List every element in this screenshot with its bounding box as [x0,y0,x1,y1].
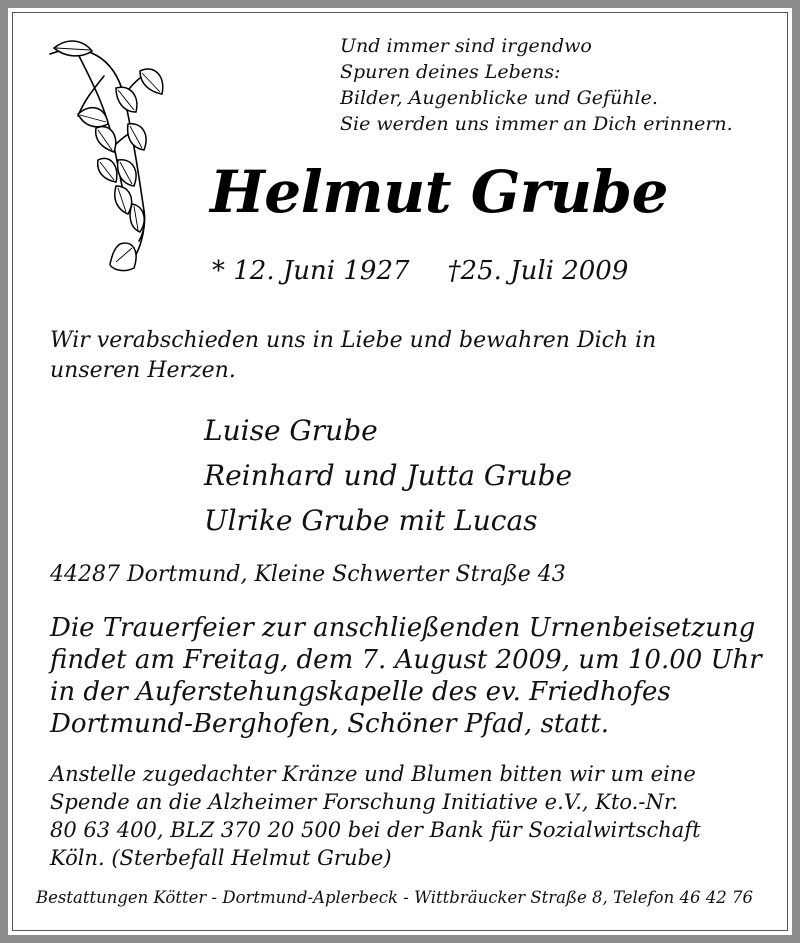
mourners-list [204,408,572,543]
deceased-name: Helmut Grube [210,158,668,226]
poem-line: Spuren deines Lebens: [340,61,561,83]
ceremony-line: in der Auferstehungskapelle des ev. Friedhofes [50,677,671,707]
memorial-poem [340,33,733,137]
donation-line: Spende an die Alzheimer Forschung Initiative e.V., Kto.-Nr. [50,790,679,814]
donation-line: 80 63 400, BLZ 370 20 500 bei der Bank für Sozialwirtschaft [50,818,701,842]
donation-line: Anstelle zugedachter Kränze und Blumen bitten wir um eine [50,762,696,786]
death-date: †25. Juli 2009 [447,256,629,286]
donation-request [50,760,701,872]
donation-line: Köln. (Sterbefall Helmut Grube) [50,846,392,870]
farewell-line: Wir verabschieden uns in Liebe und bewahren Dich in [50,328,657,353]
birth-date: * 12. Juni 1927 [212,256,410,286]
farewell-message [50,326,656,386]
ceremony-notice [50,612,762,740]
family-address: 44287 Dortmund, Kleine Schwerter Straße 43 [50,562,566,587]
ceremony-line: findet am Freitag, dem 7. August 2009, um 10.00 Uhr [50,645,762,675]
poem-line: Sie werden uns immer an Dich erinnern. [340,113,733,135]
life-dates [212,256,628,286]
mourner-name: Luise Grube [204,414,378,447]
ceremony-line: Dortmund-Berghofen, Schöner Pfad, statt. [50,709,610,739]
farewell-line: unseren Herzen. [50,358,236,383]
poem-line: Und immer sind irgendwo [340,35,592,57]
funeral-home-footer: Bestattungen Kötter - Dortmund-Aplerbeck - Wittbräucker Straße 8, Telefon 46 42 76 [36,888,753,907]
ceremony-line: Die Trauerfeier zur anschließenden Urnenbeisetzung [50,613,756,643]
mourner-name: Reinhard und Jutta Grube [204,459,573,492]
mourner-name: Ulrike Grube mit Lucas [204,504,538,537]
poem-line: Bilder, Augenblicke und Gefühle. [340,87,658,109]
birch-branch-icon [44,36,174,286]
